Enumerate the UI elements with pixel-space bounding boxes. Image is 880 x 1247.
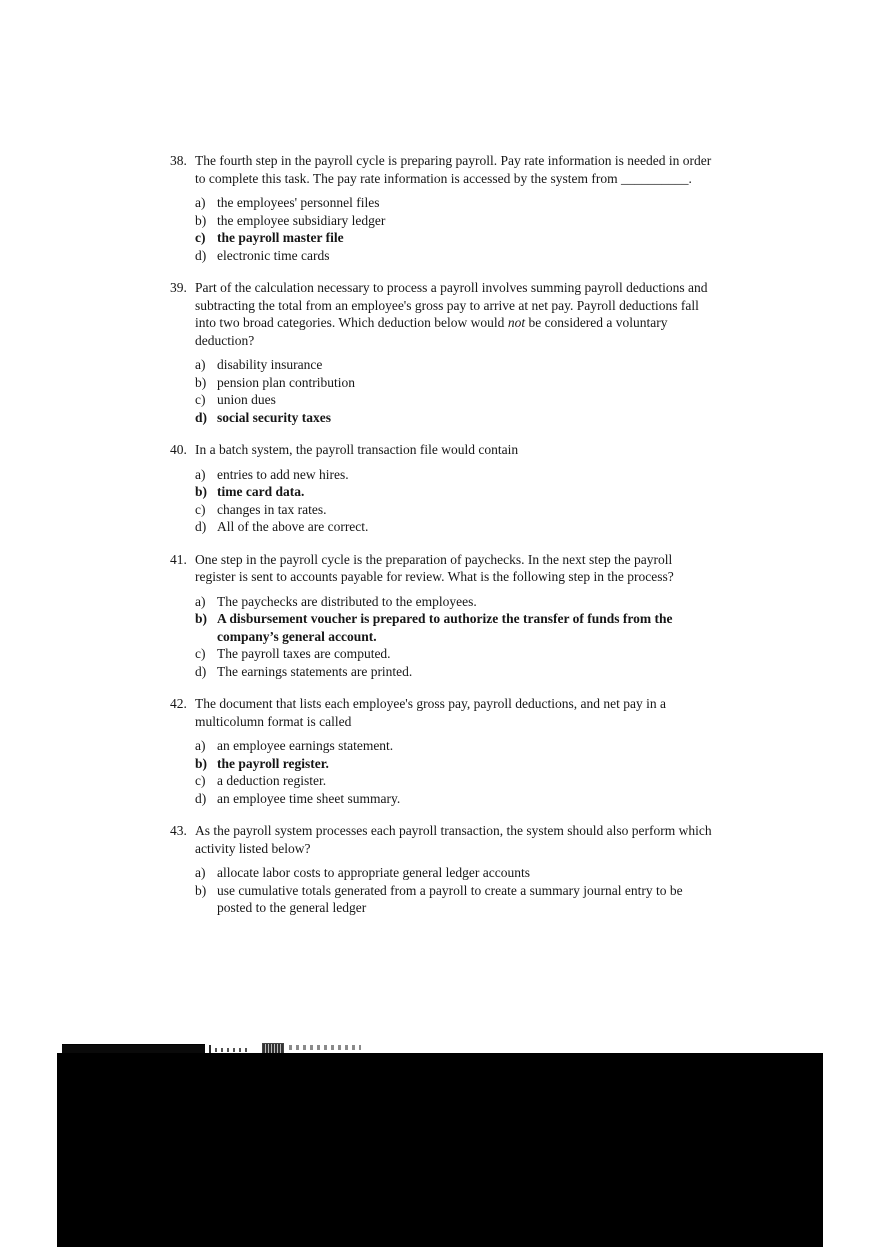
option-text: The paychecks are distributed to the employees. bbox=[217, 593, 477, 609]
option-item bbox=[195, 882, 715, 917]
option-item bbox=[195, 790, 715, 808]
option-item bbox=[195, 755, 715, 773]
question-number: 39. bbox=[170, 280, 187, 295]
option-item bbox=[195, 663, 715, 681]
option-letter: c) bbox=[195, 646, 206, 661]
option-text: The payroll taxes are computed. bbox=[217, 646, 391, 661]
option-letter: a) bbox=[195, 738, 206, 753]
question-text bbox=[195, 551, 715, 586]
question-body bbox=[195, 551, 715, 681]
option-letter: d) bbox=[195, 790, 207, 806]
question-body bbox=[195, 695, 715, 807]
option-item bbox=[195, 229, 715, 247]
option-letter: a) bbox=[195, 357, 206, 372]
option-text: the payroll master file bbox=[217, 230, 344, 245]
option-text: The earnings statements are printed. bbox=[217, 663, 413, 679]
question-item bbox=[170, 279, 715, 426]
option-text: an employee earnings statement. bbox=[217, 738, 394, 753]
questions-list bbox=[170, 152, 715, 917]
option-item bbox=[195, 374, 715, 392]
scan-artifact-dots bbox=[215, 1048, 249, 1052]
option-letter: b) bbox=[195, 484, 208, 499]
question-text bbox=[195, 695, 715, 730]
question-text bbox=[195, 822, 715, 857]
option-item bbox=[195, 409, 715, 427]
question-item bbox=[170, 551, 715, 681]
option-letter: c) bbox=[195, 773, 206, 788]
option-item bbox=[195, 864, 715, 882]
option-letter: b) bbox=[195, 374, 207, 390]
option-item bbox=[195, 737, 715, 755]
option-item bbox=[195, 518, 715, 536]
question-item bbox=[170, 822, 715, 917]
scan-void-area bbox=[57, 1053, 823, 1247]
option-text: the employee subsidiary ledger bbox=[217, 212, 386, 228]
option-item bbox=[195, 247, 715, 265]
question-item bbox=[170, 441, 715, 536]
option-letter: a) bbox=[195, 466, 206, 482]
option-letter: d) bbox=[195, 409, 208, 425]
option-text: electronic time cards bbox=[217, 247, 330, 263]
question-number: 43. bbox=[170, 823, 187, 838]
question-text-segment: be considered a voluntary deduction? bbox=[195, 315, 668, 348]
question-text-segment: In a batch system, the payroll transaction file would contain bbox=[195, 442, 519, 457]
option-item bbox=[195, 212, 715, 230]
option-text: A disbursement voucher is prepared to authorize the transfer of funds from the company’s general account. bbox=[217, 611, 673, 644]
option-item bbox=[195, 772, 715, 790]
option-letter: b) bbox=[195, 212, 207, 228]
option-letter: a) bbox=[195, 865, 206, 880]
question-body bbox=[195, 822, 715, 917]
option-letter: b) bbox=[195, 882, 207, 898]
options-list bbox=[195, 737, 715, 807]
question-number: 40. bbox=[170, 442, 187, 457]
question-item bbox=[170, 152, 715, 264]
scan-artifact-tick bbox=[209, 1045, 211, 1053]
option-item bbox=[195, 610, 715, 645]
option-item bbox=[195, 356, 715, 374]
option-letter: d) bbox=[195, 663, 207, 679]
question-body bbox=[195, 152, 715, 264]
question-number: 38. bbox=[170, 153, 187, 168]
document-page bbox=[57, 57, 823, 1053]
question-number: 41. bbox=[170, 551, 187, 567]
option-letter: a) bbox=[195, 593, 206, 609]
options-list bbox=[195, 593, 715, 681]
option-text: a deduction register. bbox=[217, 773, 327, 788]
option-item bbox=[195, 645, 715, 663]
question-text bbox=[195, 279, 715, 349]
option-item bbox=[195, 194, 715, 212]
option-text: union dues bbox=[217, 392, 276, 407]
question-text-segment: As the payroll system processes each payroll transaction, the system should also perform which activity listed below? bbox=[195, 823, 712, 856]
question-text-segment: Part of the calculation necessary to process a payroll involves summing payroll deductions and subtracting the total from an employee's gross pay to arrive at net pay. Payroll deductions fall into two broad categories. Which deduction below would bbox=[195, 280, 708, 330]
option-letter: b) bbox=[195, 611, 208, 626]
option-text: the employees' personnel files bbox=[217, 195, 380, 210]
scan-artifact-smudge bbox=[289, 1045, 361, 1050]
option-letter: c) bbox=[195, 230, 206, 245]
question-text-segment: The fourth step in the payroll cycle is preparing payroll. Pay rate information is needed in order to complete this task. The pay rate information is accessed by the system from __________. bbox=[195, 153, 712, 186]
options-list bbox=[195, 466, 715, 536]
question-text bbox=[195, 152, 715, 187]
option-letter: c) bbox=[195, 501, 206, 517]
option-text: All of the above are correct. bbox=[217, 519, 369, 534]
option-text: disability insurance bbox=[217, 357, 323, 372]
question-text-segment: not bbox=[507, 315, 526, 330]
question-number: 42. bbox=[170, 696, 187, 711]
option-text: entries to add new hires. bbox=[217, 466, 349, 482]
options-list bbox=[195, 864, 715, 917]
option-letter: d) bbox=[195, 519, 207, 534]
option-letter: b) bbox=[195, 755, 208, 771]
question-body bbox=[195, 441, 715, 536]
option-text: pension plan contribution bbox=[217, 374, 355, 390]
question-body bbox=[195, 279, 715, 426]
question-text bbox=[195, 441, 715, 459]
option-letter: a) bbox=[195, 195, 206, 210]
option-text: time card data. bbox=[217, 484, 305, 499]
option-text: changes in tax rates. bbox=[217, 501, 327, 517]
option-item bbox=[195, 483, 715, 501]
option-text: social security taxes bbox=[217, 409, 331, 425]
option-item bbox=[195, 593, 715, 611]
option-letter: c) bbox=[195, 392, 206, 407]
option-item bbox=[195, 466, 715, 484]
option-item bbox=[195, 391, 715, 409]
options-list bbox=[195, 356, 715, 426]
question-item bbox=[170, 695, 715, 807]
option-text: the payroll register. bbox=[217, 755, 329, 771]
question-text-segment: One step in the payroll cycle is the preparation of paychecks. In the next step the payroll register is sent to accounts payable for review. What is the following step in the process? bbox=[195, 551, 674, 584]
option-letter: d) bbox=[195, 247, 207, 263]
option-text: use cumulative totals generated from a payroll to create a summary journal entry to be posted to the general ledger bbox=[217, 882, 683, 915]
question-text-segment: The document that lists each employee's gross pay, payroll deductions, and net pay in a multicolumn format is called bbox=[195, 696, 666, 729]
option-item bbox=[195, 501, 715, 519]
options-list bbox=[195, 194, 715, 264]
option-text: allocate labor costs to appropriate general ledger accounts bbox=[217, 865, 530, 880]
option-text: an employee time sheet summary. bbox=[217, 790, 401, 806]
